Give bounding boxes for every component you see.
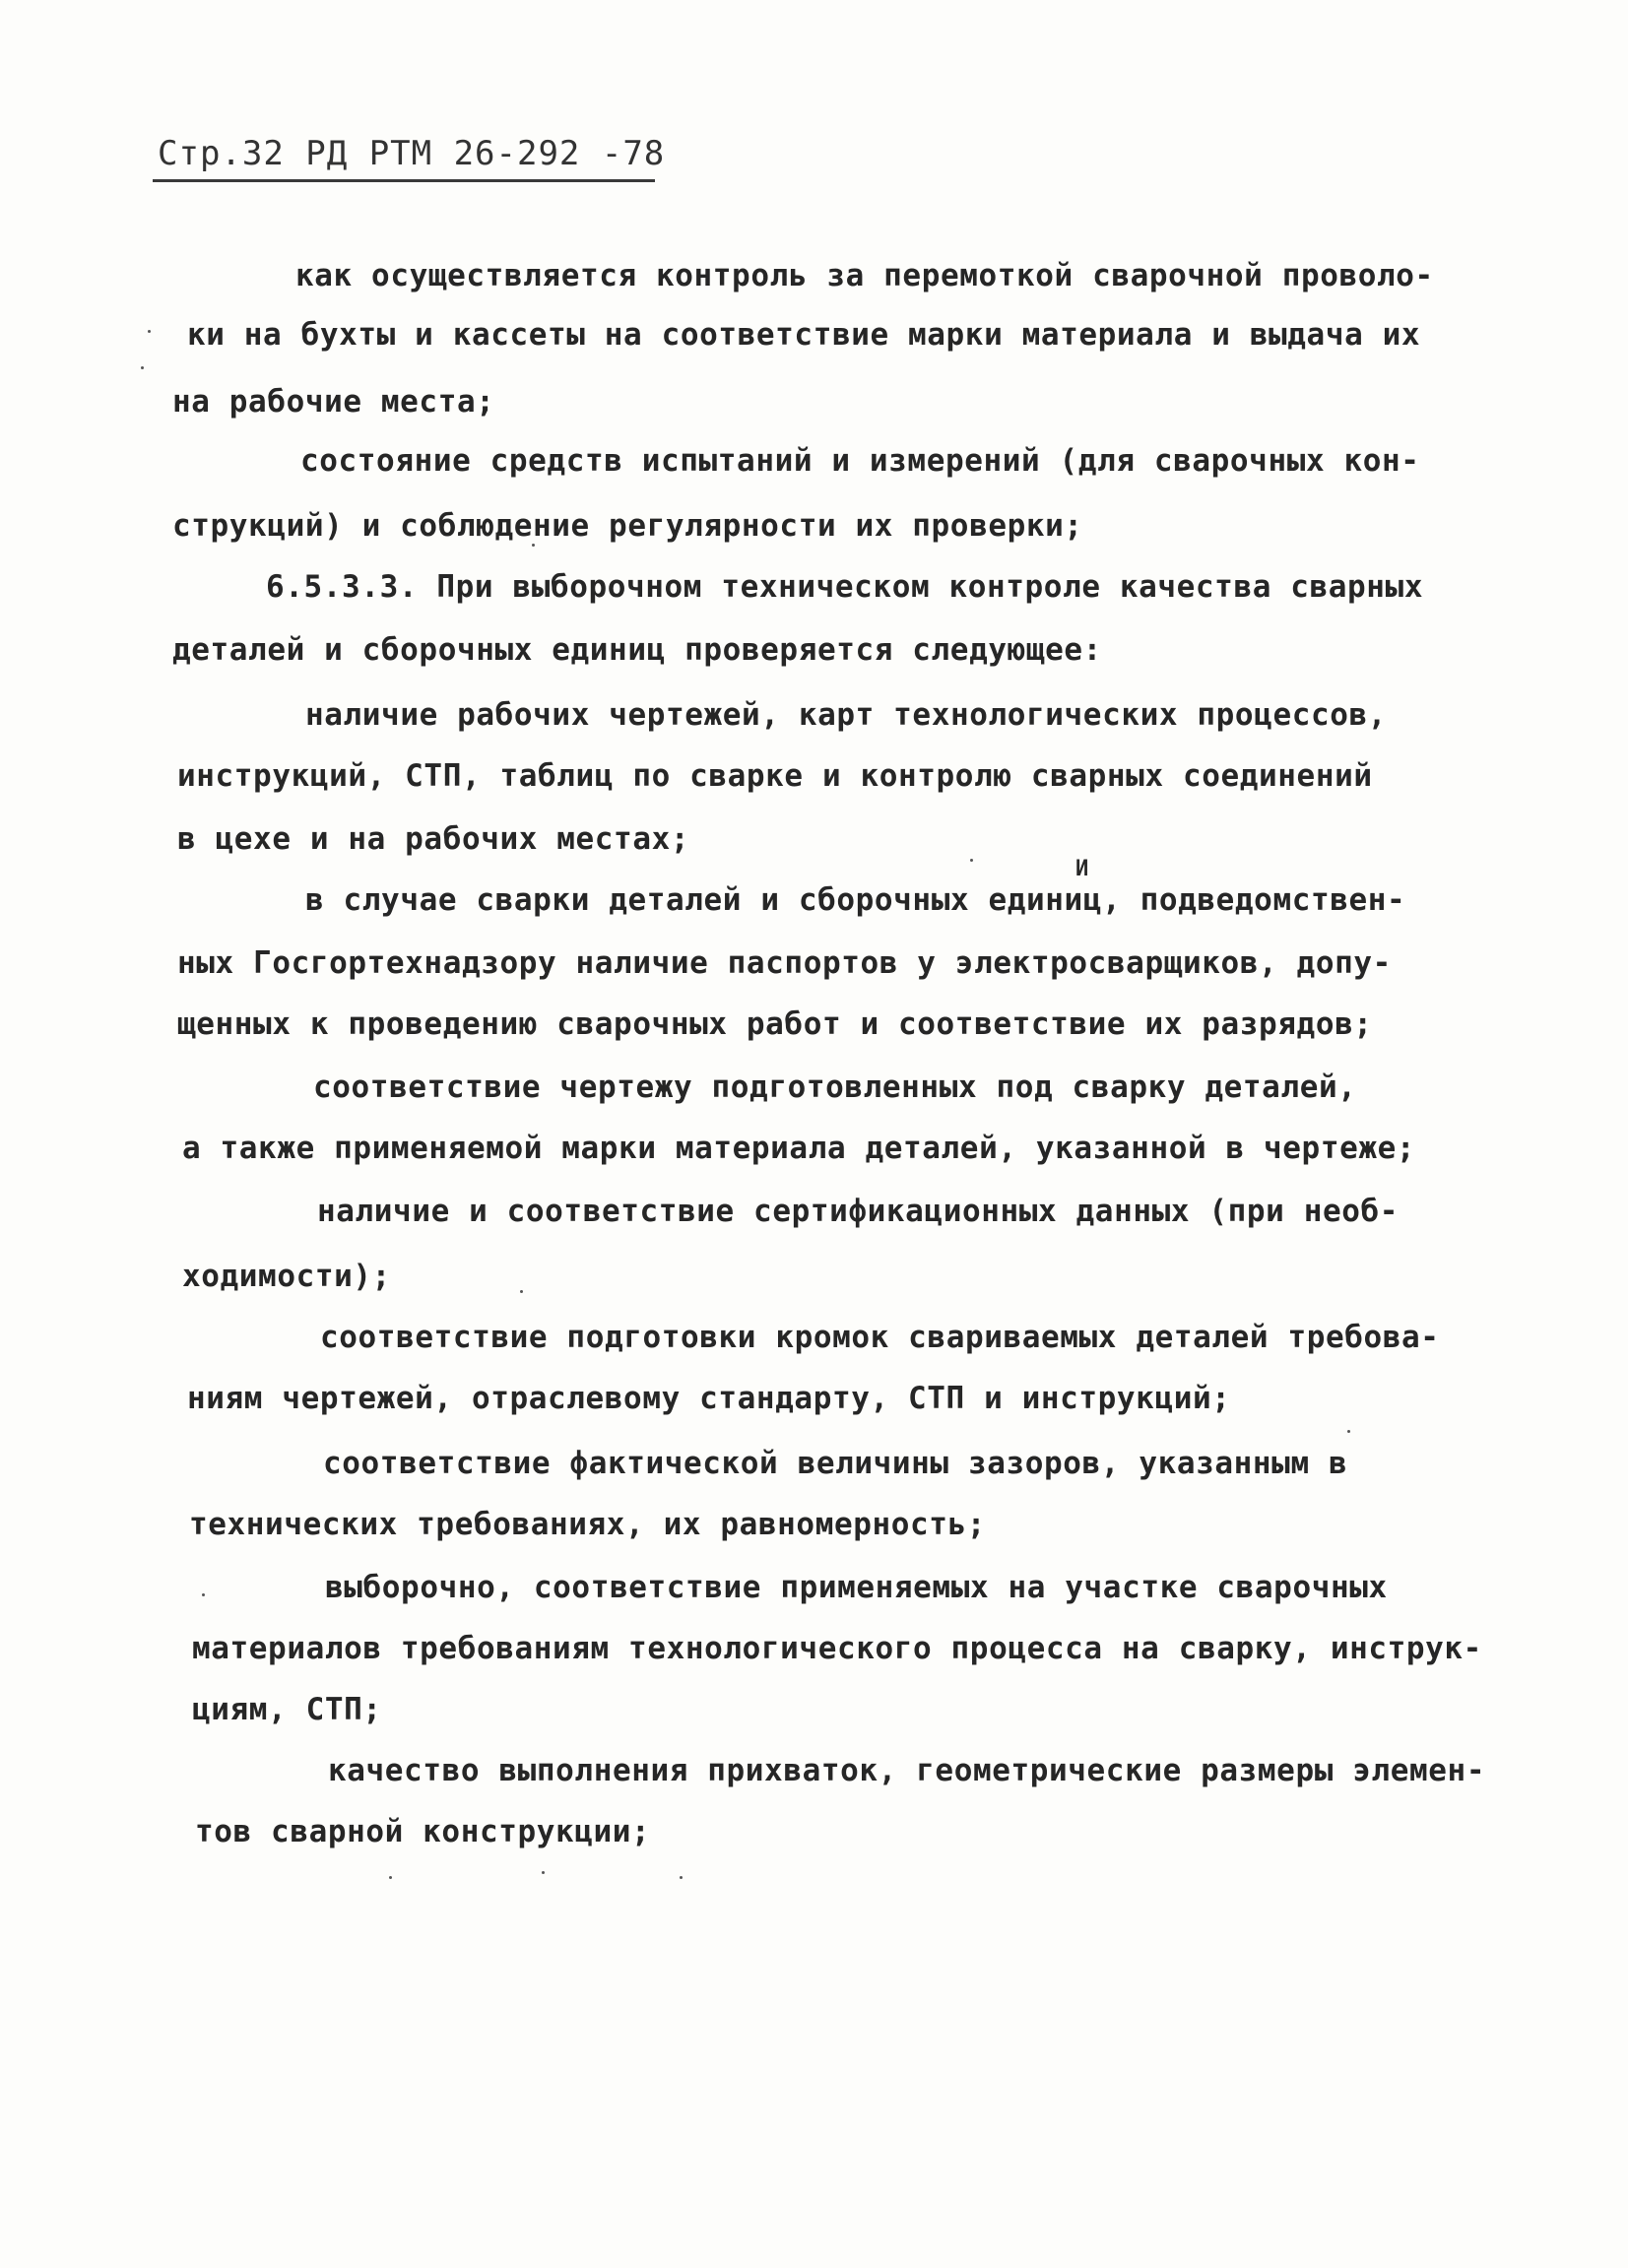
text-line: наличие и соответствие сертификационных данных (при необ-	[317, 1194, 1400, 1229]
text-line: соответствие подготовки кромок свариваемых деталей требова-	[320, 1320, 1440, 1355]
text-line: ходимости);	[182, 1259, 391, 1294]
text-line: в цехе и на рабочих местах;	[177, 821, 690, 857]
text-line: технических требованиях, их равномерность;	[189, 1507, 987, 1542]
page-header: Стр.32 РД РТМ 26-292 -78	[158, 134, 666, 173]
scan-speck	[970, 859, 973, 862]
scan-speck	[141, 366, 144, 369]
scan-speck	[148, 330, 151, 333]
scan-speck	[520, 1290, 523, 1293]
scan-speck	[389, 1876, 392, 1879]
text-line: тов сварной конструкции;	[195, 1814, 651, 1849]
text-line: состояние средств испытаний и измерений (для сварочных кон-	[300, 443, 1420, 479]
scan-speck	[680, 1876, 683, 1879]
text-line: а также применяемой марки материала деталей, указанной в чертеже;	[182, 1131, 1416, 1166]
text-line: выборочно, соответствие применяемых на участке сварочных	[325, 1570, 1388, 1605]
text-line: на рабочие места;	[172, 384, 495, 420]
text-line: материалов требованиям технологического процесса на сварку, инструк-	[192, 1631, 1482, 1666]
text-line: соответствие фактической величины зазоров, указанным в	[323, 1446, 1348, 1481]
text-line: в случае сварки деталей и сборочных единиц, подведомствен-	[305, 882, 1406, 918]
text-line: щенных к проведению сварочных работ и соответствие их разрядов;	[177, 1006, 1373, 1042]
header-underline	[153, 179, 655, 182]
text-line: соответствие чертежу подготовленных под сварку деталей,	[313, 1069, 1357, 1105]
text-line: как осуществляется контроль за перемоткой сварочной проволо-	[295, 258, 1434, 293]
text-line: качество выполнения прихваток, геометрические размеры элемен-	[328, 1753, 1486, 1788]
scan-speck	[542, 1871, 545, 1874]
handwritten-insert: И	[1075, 857, 1089, 881]
text-line: ных Госгортехнадзору наличие паспортов у электросварщиков, допу-	[177, 945, 1392, 981]
text-line: инструкций, СТП, таблиц по сварке и контролю сварных соединений	[177, 758, 1373, 794]
text-line: струкций) и соблюдение регулярности их проверки;	[172, 508, 1083, 544]
text-line: наличие рабочих чертежей, карт технологических процессов,	[305, 697, 1388, 733]
scan-speck	[532, 544, 535, 547]
text-line: 6.5.3.3. При выборочном техническом контроле качества сварных	[266, 569, 1424, 605]
scan-speck	[202, 1593, 205, 1596]
scan-speck	[1347, 1430, 1350, 1433]
text-line: циям, СТП;	[192, 1692, 382, 1727]
text-line: деталей и сборочных единиц проверяется следующее:	[172, 632, 1102, 668]
text-line: ниям чертежей, отраслевому стандарту, СТП и инструкций;	[187, 1381, 1231, 1416]
text-line: ки на бухты и кассеты на соответствие марки материала и выдача их	[187, 317, 1421, 353]
